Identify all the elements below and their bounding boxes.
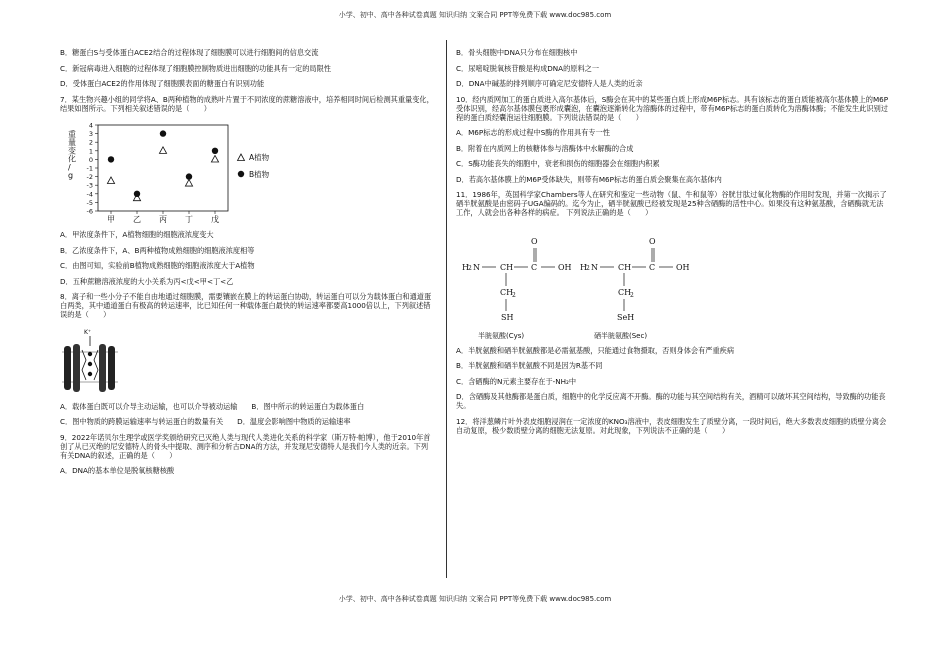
point-b-plant bbox=[108, 156, 114, 162]
column-divider bbox=[446, 40, 447, 578]
point-b-plant bbox=[186, 173, 192, 179]
x-tick-label: 乙 bbox=[133, 215, 141, 224]
point-a-plant bbox=[185, 179, 192, 186]
point-b-plant bbox=[212, 148, 218, 154]
q8-options-ab bbox=[60, 402, 435, 411]
y-tick-label: 2 bbox=[88, 138, 93, 147]
ylabel-char: / bbox=[68, 162, 71, 172]
point-a-plant bbox=[159, 147, 166, 154]
y-tick-label: 1 bbox=[88, 147, 93, 156]
q8-stem: 8．离子和一些小分子不能自由地通过细胞膜，需要镶嵌在膜上的转运蛋白协助，转运蛋白可以分为载体蛋白和通道蛋白两类，其中通道蛋白有极高的转运速率，比已知任何一种载体蛋白最快的转运速率都要高1000倍以上，下列叙述错误的是（ ） bbox=[60, 292, 432, 319]
x-tick-label: 戊 bbox=[211, 215, 219, 224]
x-tick-label: 丙 bbox=[159, 215, 167, 224]
ylabel-char: 量 bbox=[68, 138, 76, 148]
plot-frame bbox=[98, 125, 228, 211]
point-b-plant bbox=[134, 191, 140, 197]
svg-text:2: 2 bbox=[586, 264, 590, 272]
q8-option-b: B．图中所示的转运蛋白为载体蛋白 bbox=[251, 401, 365, 411]
svg-text:O: O bbox=[531, 236, 538, 246]
svg-text:SH: SH bbox=[501, 312, 514, 322]
svg-text:N: N bbox=[473, 262, 480, 272]
channel-protein-drawing bbox=[60, 326, 120, 398]
q9-option-c: C．尿嘧啶脱氧核苷酸是构成DNA的原料之一 bbox=[456, 63, 600, 73]
q8-channel-figure bbox=[60, 326, 435, 398]
svg-text:C: C bbox=[531, 262, 538, 272]
q7-option-d: D．五种蔗糖溶液浓度的大小关系为丙<戊<甲<丁<乙 bbox=[60, 276, 234, 286]
y-tick-label: -2 bbox=[86, 173, 93, 182]
q9-option-d: D．DNA中碱基的排列顺序可确定尼安德特人是人类的近亲 bbox=[456, 79, 643, 88]
page-header: 小学、初中、高中各种试卷真题 知识归纳 文案合同 PPT等免费下载 www.doc985.com bbox=[338, 11, 612, 19]
q7-option-c: C．由图可知，实验前B植物成熟细胞的细胞液浓度大于A植物 bbox=[60, 261, 255, 270]
svg-text:CH: CH bbox=[618, 262, 632, 272]
y-tick-label: -5 bbox=[86, 198, 93, 207]
q10-option-d: D．若高尔基体膜上的M6P受体缺失，则带有M6P标志的蛋白质会聚集在高尔基体内 bbox=[456, 174, 722, 184]
svg-text:CH: CH bbox=[500, 287, 514, 297]
svg-text:OH: OH bbox=[676, 262, 690, 272]
ylabel-char: 变 bbox=[68, 146, 76, 156]
q11-option-c: C．含硒酶的N元素主要存在于-NH₂中 bbox=[456, 376, 577, 386]
q6-option-b: B．糖蛋白S与受体蛋白ACE2结合的过程体现了细胞膜可以进行细胞间的信息交流 bbox=[60, 48, 319, 57]
q9-stem: 9．2022年诺贝尔生理学或医学奖颁给研究已灭绝人类与现代人类进化关系的科学家（斯万特·帕博），他于2010年首创了从已灭绝的尼安德特人的骨头中提取、测序和分析古DNA的方法，并发现尼安德特人是我们今人类的近亲。下列有关DNA的叙述，正确的是（ ） bbox=[60, 432, 431, 460]
q10-option-b: B．附着在内质网上的核糖体参与溶酶体中水解酶的合成 bbox=[456, 143, 634, 153]
point-a-plant bbox=[211, 155, 218, 162]
q10-stem: 10．经内质网加工的蛋白质进入高尔基体后，S酶会在其中的某些蛋白质上形成M6P标志。具有该标志的蛋白质能被高尔基体膜上的M6P受体识别，经高尔基体膜包裹形成囊泡，在囊泡逐渐转化为溶酶体的过程中，带有M6P标志的蛋白质转化为溶酶体酶；不能发生此识别过程的蛋白质经囊泡运往细胞膜。下列说法错误的是（ ） bbox=[456, 94, 889, 122]
svg-text:2: 2 bbox=[512, 291, 516, 299]
x-tick-label: 甲 bbox=[107, 215, 115, 224]
svg-text:CH: CH bbox=[618, 287, 632, 297]
q12-stem: 12．将洋葱鳞片叶外表皮细胞浸润在一定浓度的KNO₃溶液中，表皮细胞发生了质壁分离，一段时间后，绝大多数表皮细胞的质壁分离会自动复原，极少数质壁分离的细胞无法复原。对此现象，下列说法不正确的是（ ） bbox=[456, 416, 887, 435]
svg-text:OH: OH bbox=[558, 262, 572, 272]
point-b-plant bbox=[160, 130, 166, 136]
svg-text:2: 2 bbox=[468, 264, 472, 272]
svg-text:C: C bbox=[649, 262, 656, 272]
q8-option-a: A．载体蛋白既可以介导主动运输，也可以介导被动运输 bbox=[60, 401, 238, 411]
q9-option-b: B．骨头细胞中DNA只分布在细胞核中 bbox=[456, 48, 578, 57]
x-tick-label: 丁 bbox=[185, 215, 193, 224]
structures-svg bbox=[456, 224, 716, 342]
chart-ylabel bbox=[68, 129, 76, 180]
q8-options-cd bbox=[60, 417, 435, 426]
svg-text:H: H bbox=[580, 262, 587, 272]
svg-text:N: N bbox=[591, 262, 598, 272]
legend-b-label: B植物 bbox=[249, 170, 270, 179]
point-a-plant bbox=[107, 177, 114, 184]
q7-chart-svg bbox=[60, 119, 280, 224]
page-footer: 小学、初中、高中各种试卷真题 知识归纳 文案合同 PPT等免费下载 www.doc985.com bbox=[338, 595, 612, 603]
q6-option-d: D．受体蛋白ACE2的作用体现了细胞膜表面的糖蛋白有识别功能 bbox=[60, 79, 265, 88]
svg-text:2: 2 bbox=[630, 291, 634, 299]
svg-text:O: O bbox=[649, 236, 656, 246]
ylabel-char: g bbox=[68, 171, 74, 180]
q10-option-a: A．M6P标志的形成过程中S酶的作用具有专一性 bbox=[456, 128, 610, 137]
svg-text:CH: CH bbox=[500, 262, 514, 272]
right-column bbox=[456, 48, 890, 441]
legend-b-marker bbox=[238, 171, 244, 177]
q6-option-c: C．新冠病毒进入细胞的过程体现了细胞膜控制物质进出细胞的功能具有一定的局限性 bbox=[60, 63, 331, 73]
ylabel-char: 重 bbox=[68, 130, 76, 139]
q11-amino-acid-structures bbox=[456, 224, 890, 342]
y-tick-label: 4 bbox=[88, 121, 93, 130]
k-ion-label: K⁺ bbox=[84, 328, 92, 336]
y-tick-label: -4 bbox=[86, 190, 93, 199]
sec-label: 硒半胱氨酸(Sec) bbox=[594, 331, 648, 340]
left-column bbox=[60, 48, 435, 482]
q8-option-c: C．图中物质的跨膜运输速率与转运蛋白的数量有关 bbox=[60, 417, 224, 426]
q7-option-a: A．甲浓度条件下，A植物细胞的细胞液浓度变大 bbox=[60, 230, 214, 239]
q11-option-a: A．半胱氨酸和硒半胱氨酸都是必需氨基酸，只能通过食物摄取，否则身体会有严重疾病 bbox=[456, 345, 735, 355]
q9-option-a: A．DNA的基本单位是脱氧核糖核酸 bbox=[60, 466, 175, 475]
cys-label: 半胱氨酸(Cys) bbox=[478, 331, 525, 340]
y-tick-label: -1 bbox=[86, 164, 93, 173]
y-tick-label: -6 bbox=[86, 207, 93, 216]
q7-weight-chart bbox=[60, 119, 435, 224]
y-tick-label: -3 bbox=[86, 181, 93, 190]
y-tick-label: 3 bbox=[88, 130, 93, 139]
q11-stem: 11．1986年，英国科学家Chambers等人在研究和鉴定一些动物（鼠、牛和鼠等）谷胱甘肽过氧化物酶的作用时发现，并第一次揭示了 硒半胱氨酸是由密码子UGA编码的。迄今为止，硒半胱氨酸已经被发现是25种含硒酶的活性中心。如果没有这种氨基酸，含硒酶就无法工作，人就会出各种各样的病症。 下列说法正确的是（ ） bbox=[456, 190, 887, 217]
svg-text:SeH: SeH bbox=[617, 312, 635, 322]
q10-option-c: C．S酶功能丧失的细胞中，衰老和损伤的细胞器会在细胞内积累 bbox=[456, 159, 660, 168]
q7-option-b: B．乙浓度条件下，A、B两种植物成熟细胞的细胞液浓度相等 bbox=[60, 245, 255, 255]
q8-option-d: D．温度会影响图中物质的运输速率 bbox=[237, 417, 351, 426]
y-tick-label: 0 bbox=[88, 155, 93, 164]
q7-stem: 7．某生物兴趣小组的同学将A、B两种植物的成熟叶片置于不同浓度的蔗糖溶液中，培养相同时间后检测其重量变化，结果如图所示。下列相关叙述错误的是（ ） bbox=[60, 94, 434, 113]
legend-a-label: A植物 bbox=[249, 153, 270, 162]
svg-text:H: H bbox=[462, 262, 469, 272]
q11-option-b: B．半胱氨酸和硒半胱氨酸不同是因为R基不同 bbox=[456, 361, 603, 370]
q11-option-d: D．含硒酶及其他酶都是蛋白质，细胞中的化学反应离不开酶。酶的功能与其空间结构有关，酒精可以破坏其空间结构，导致酶的功能丧失。 bbox=[456, 392, 886, 410]
legend-a-marker bbox=[238, 154, 245, 161]
ylabel-char: 化 bbox=[68, 154, 76, 164]
